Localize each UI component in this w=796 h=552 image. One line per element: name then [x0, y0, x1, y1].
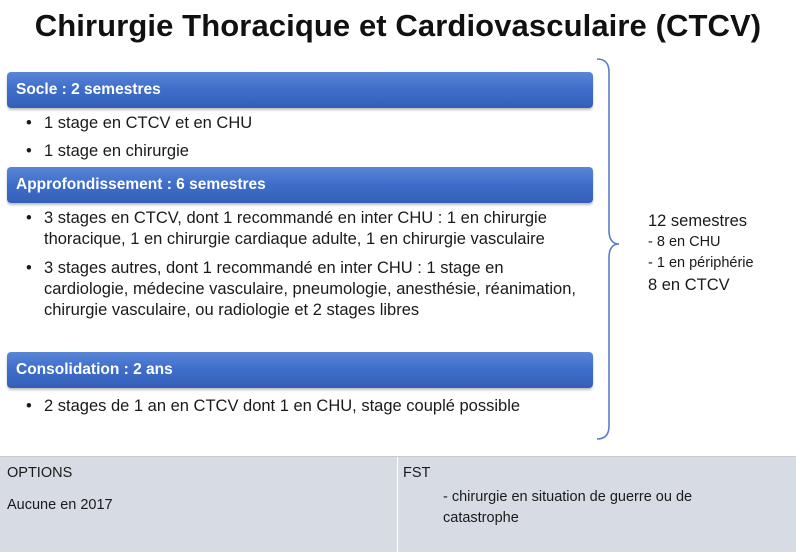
summary-line-chu: - 8 en CHU [648, 234, 721, 250]
options-value: Aucune en 2017 [7, 497, 113, 513]
summary-line-peripherie: - 1 en périphérie [648, 255, 754, 271]
options-fst-table [0, 456, 796, 552]
list-item: • 1 stage en chirurgie [26, 142, 189, 160]
fst-value: - chirurgie en situation de guerre ou de catastrophe [443, 489, 693, 526]
options-cell [0, 457, 398, 552]
list-item: • 3 stages autres, dont 1 recommandé en inter CHU : 1 stage en cardiologie, médecine vasculaire, pneumologie, anesthésie, réanimation, chirurgie vasculaire, ou radiologie et 2 stages libres [26, 259, 576, 319]
list-item: • 2 stages de 1 an en CTCV dont 1 en CHU, stage couplé possible [26, 397, 521, 415]
curly-brace [595, 58, 625, 440]
duration-summary [648, 210, 754, 296]
phase-bar-consolidation: Consolidation : 2 ans [7, 352, 593, 388]
summary-total: 12 semestres [648, 212, 748, 230]
list-item: • 3 stages en CTCV, dont 1 recommandé en inter CHU : 1 en chirurgie thoracique, 1 en chirurgie cardiaque adulte, 1 en chirurgie vasculaire [26, 209, 547, 248]
options-header: OPTIONS [7, 465, 73, 481]
socle-bullet-list [24, 113, 584, 162]
approfondissement-bullet-list [24, 208, 584, 321]
consolidation-bullet-list [24, 396, 584, 417]
summary-footer: 8 en CTCV [648, 276, 730, 294]
page-title: Chirurgie Thoracique et Cardiovasculaire (CTCV) [34, 8, 762, 43]
list-item: • 1 stage en CTCV et en CHU [26, 114, 253, 132]
phase-bar-approfondissement: Approfondissement : 6 semestres [7, 167, 593, 203]
fst-cell [399, 457, 796, 552]
fst-header: FST [403, 465, 431, 481]
phase-bar-socle: Socle : 2 semestres [7, 72, 593, 108]
